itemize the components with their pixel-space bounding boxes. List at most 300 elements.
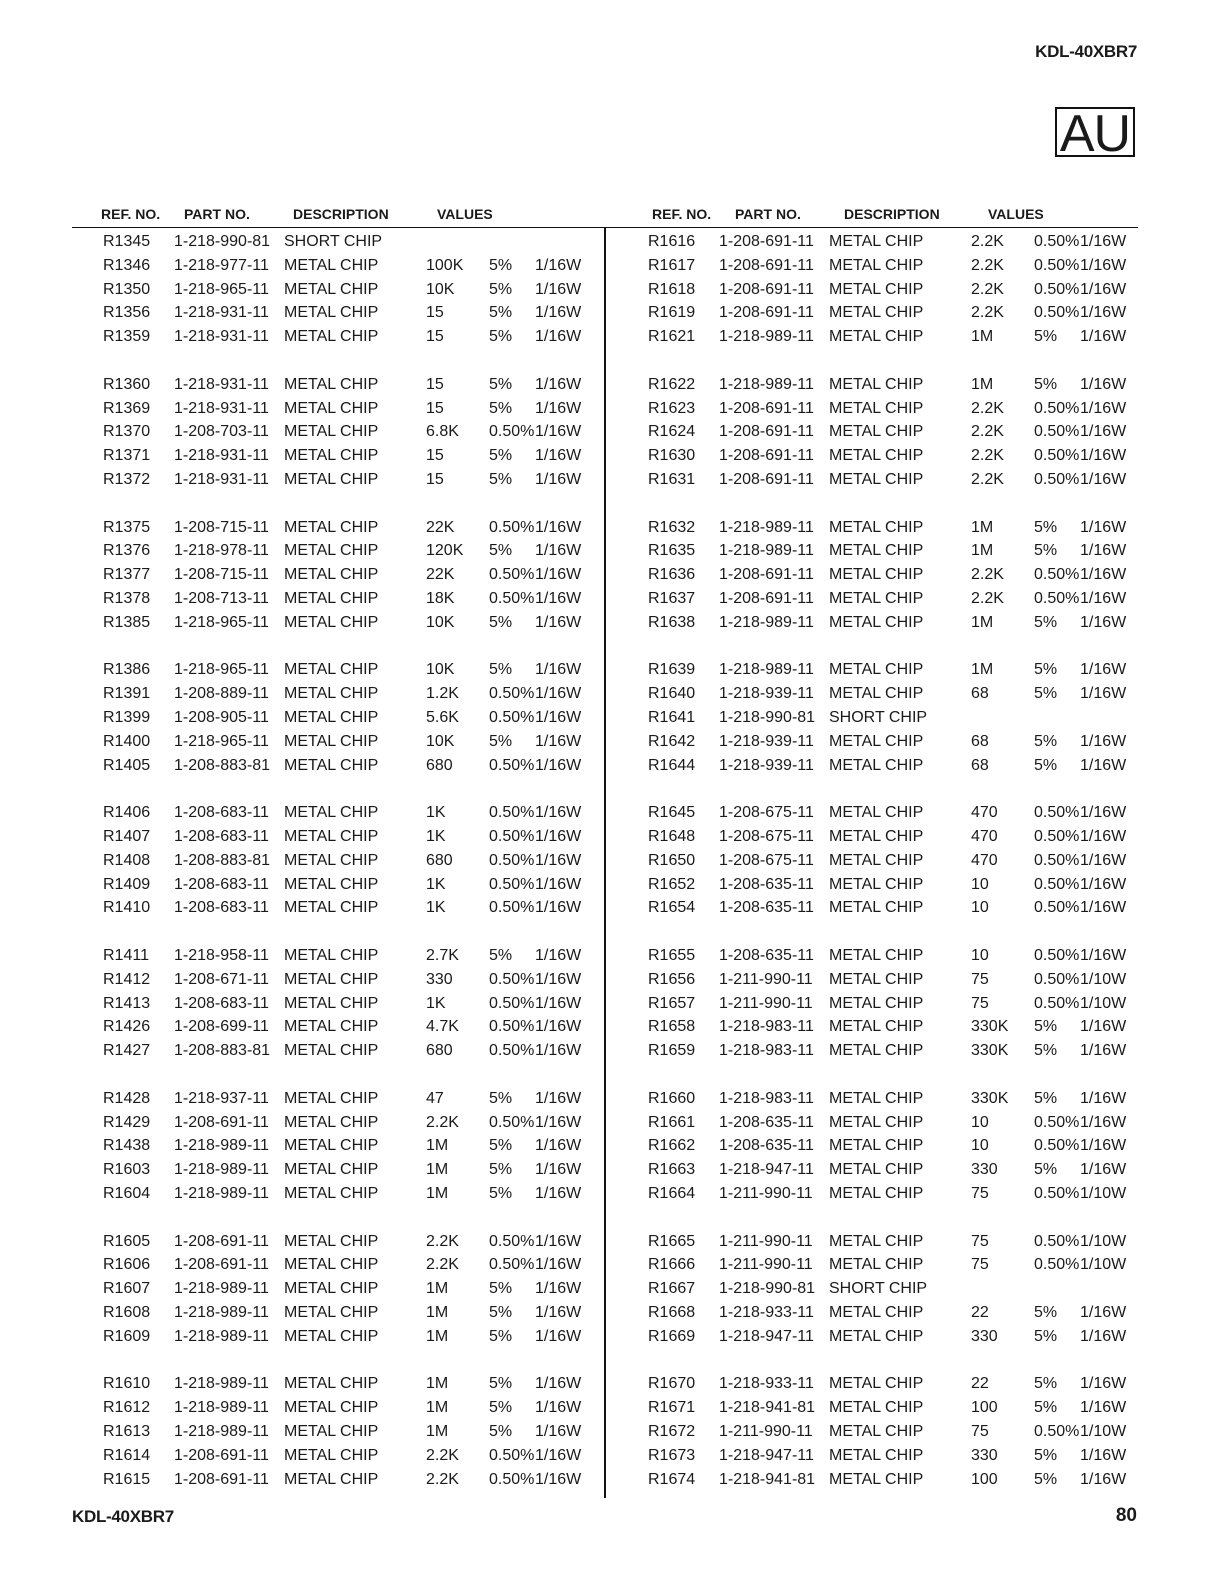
wattage-cell: 1/16W [535,447,582,465]
part-no-cell: 1-218-939-11 [719,685,814,703]
table-row [0,1015,1219,1039]
part-no-cell: 1-208-691-11 [174,1470,269,1488]
table-row [0,706,1219,730]
part-no-cell: 1-218-931-11 [174,304,269,322]
table-row [0,563,1219,587]
ref-no-cell: R1673 [648,1446,696,1464]
value-cell: 75 [971,970,989,988]
ref-no-cell: R1650 [648,851,696,869]
tolerance-cell: 5% [489,1089,513,1107]
ref-no-cell: R1664 [648,1185,696,1202]
description-cell: METAL CHIP [829,1470,924,1488]
table-row [0,230,1219,254]
tolerance-cell: 5% [489,1399,513,1417]
description-cell: METAL CHIP [284,685,379,703]
ref-no-cell: R1630 [648,447,696,465]
wattage-cell: 1/16W [1080,1161,1127,1179]
description-cell: METAL CHIP [829,1399,924,1417]
wattage-cell: 1/16W [1080,328,1127,346]
wattage-cell: 1/16W [1080,233,1127,250]
description-cell: METAL CHIP [829,566,924,584]
table-row [0,754,1219,778]
wattage-cell: 1/16W [535,875,582,893]
description-cell: METAL CHIP [284,542,379,560]
part-no-cell: 1-218-965-11 [174,661,269,679]
table-row [0,444,1219,468]
tolerance-cell: 0.50% [489,423,535,441]
ref-no-cell: R1613 [103,1423,151,1440]
wattage-cell: 1/16W [535,613,582,631]
tolerance-cell: 5% [489,1161,513,1179]
tolerance-cell: 0.50% [1034,590,1080,607]
part-no-cell: 1-218-989-11 [174,1137,269,1155]
wattage-cell: 1/16W [1080,804,1127,822]
part-no-cell: 1-208-691-11 [174,1232,269,1250]
part-no-cell: 1-208-691-11 [719,304,814,322]
value-cell: 1K [426,828,446,845]
tolerance-cell: 5% [489,447,513,465]
tolerance-cell: 0.50% [489,1470,535,1488]
part-no-cell: 1-208-691-11 [719,256,814,274]
table-row [0,301,1219,325]
tolerance-cell: 0.50% [1034,994,1080,1012]
tolerance-cell: 0.50% [1034,399,1080,417]
tolerance-cell: 5% [1034,375,1058,393]
value-cell: 330K [971,1018,1009,1036]
part-no-cell: 1-208-699-11 [174,1018,269,1036]
value-cell: 75 [971,1256,989,1274]
ref-no-cell: R1621 [648,328,696,346]
wattage-cell: 1/16W [1080,375,1127,393]
part-no-cell: 1-218-933-11 [719,1375,814,1393]
description-cell: METAL CHIP [829,1161,924,1179]
description-cell: METAL CHIP [284,1042,379,1060]
table-row [0,325,1219,349]
part-no-cell: 1-208-691-11 [719,233,814,250]
wattage-cell: 1/16W [535,970,582,988]
wattage-cell: 1/16W [535,947,582,964]
tolerance-cell: 5% [489,471,513,488]
value-cell: 22 [971,1304,989,1321]
tolerance-cell: 5% [1034,542,1058,560]
ref-no-cell: R1631 [648,471,696,488]
value-cell: 2.2K [426,1446,459,1464]
ref-no-cell: R1376 [103,542,151,560]
ref-no-cell: R1640 [648,685,696,703]
ref-no-cell: R1672 [648,1423,696,1440]
description-cell: METAL CHIP [829,1375,924,1393]
part-no-cell: 1-208-715-11 [174,566,269,584]
ref-no-cell: R1409 [103,875,151,893]
part-no-cell: 1-208-635-11 [719,1137,814,1155]
tolerance-cell: 0.50% [1034,947,1080,964]
wattage-cell: 1/16W [535,685,582,703]
description-cell: METAL CHIP [829,875,924,893]
value-cell: 470 [971,828,998,845]
wattage-cell: 1/10W [1080,1256,1127,1274]
ref-no-cell: R1648 [648,828,696,845]
value-cell: 5.6K [426,709,459,726]
value-cell: 10 [971,1113,989,1131]
table-row [0,873,1219,897]
wattage-cell: 1/16W [1080,1327,1127,1345]
part-no-cell: 1-218-989-11 [719,661,814,679]
part-no-cell: 1-208-691-11 [719,423,814,441]
ref-no-cell: R1612 [103,1399,151,1417]
table-row [0,516,1219,540]
value-cell: 2.2K [426,1232,459,1250]
description-cell: METAL CHIP [284,280,379,298]
wattage-cell: 1/16W [535,994,582,1012]
description-cell: METAL CHIP [284,994,379,1012]
part-no-cell: 1-218-933-11 [719,1304,814,1321]
value-cell: 15 [426,375,444,393]
value-cell: 1M [971,375,994,393]
ref-no-cell: R1606 [103,1256,151,1274]
part-no-cell: 1-218-989-11 [174,1185,269,1202]
description-cell: METAL CHIP [284,1018,379,1036]
table-row [0,1277,1219,1301]
table-row [0,1444,1219,1468]
value-cell: 1K [426,994,446,1012]
wattage-cell: 1/16W [1080,566,1127,584]
tolerance-cell: 0.50% [1034,280,1080,298]
description-cell: METAL CHIP [284,1423,379,1440]
ref-no-cell: R1636 [648,566,696,584]
ref-no-cell: R1350 [103,280,151,298]
part-no-cell: 1-218-989-11 [719,375,814,393]
table-row [0,1301,1219,1325]
table-row [0,587,1219,611]
table-row [0,730,1219,754]
description-cell: METAL CHIP [284,661,379,679]
part-no-cell: 1-208-691-11 [719,399,814,417]
wattage-cell: 1/16W [1080,256,1127,274]
tolerance-cell: 5% [489,328,513,346]
part-no-cell: 1-208-683-11 [174,899,269,917]
value-cell: 100 [971,1399,998,1417]
description-cell: METAL CHIP [284,947,379,964]
ref-no-cell: R1408 [103,851,151,869]
part-no-cell: 1-218-989-11 [174,1423,269,1440]
description-cell: SHORT CHIP [829,1280,928,1298]
tolerance-cell: 0.50% [489,518,535,536]
col-description: DESCRIPTION [293,206,389,222]
wattage-cell: 1/16W [1080,1470,1127,1488]
part-no-cell: 1-218-941-81 [719,1399,816,1417]
wattage-cell: 1/16W [1080,828,1127,845]
value-cell: 1M [426,1280,449,1298]
part-no-cell: 1-208-635-11 [719,875,814,893]
ref-no-cell: R1622 [648,375,696,393]
description-cell: METAL CHIP [284,256,379,274]
col-values: VALUES [988,206,1044,222]
table-row [0,1396,1219,1420]
ref-no-cell: R1642 [648,732,696,750]
description-cell: METAL CHIP [829,804,924,822]
wattage-cell: 1/16W [535,1232,582,1250]
part-no-cell: 1-211-990-11 [719,1423,813,1440]
value-cell: 1M [426,1185,449,1202]
wattage-cell: 1/16W [535,566,582,584]
part-no-cell: 1-218-990-81 [719,1280,816,1298]
ref-no-cell: R1635 [648,542,696,560]
table-row [0,992,1219,1016]
tolerance-cell: 5% [1034,1018,1058,1036]
value-cell: 2.2K [971,590,1004,607]
value-cell: 1M [971,613,994,631]
tolerance-cell: 5% [1034,328,1058,346]
tolerance-cell: 5% [1034,613,1058,631]
value-cell: 100 [971,1470,998,1488]
wattage-cell: 1/16W [535,1470,582,1488]
value-cell: 1K [426,899,446,917]
description-cell: METAL CHIP [829,542,924,560]
tolerance-cell: 5% [489,304,513,322]
ref-no-cell: R1359 [103,328,151,346]
part-no-cell: 1-218-965-11 [174,732,269,750]
part-no-cell: 1-208-683-11 [174,875,269,893]
tolerance-cell: 0.50% [1034,804,1080,822]
table-row [0,373,1219,397]
table-row [0,944,1219,968]
description-cell: METAL CHIP [829,732,924,750]
value-cell: 470 [971,851,998,869]
wattage-cell: 1/10W [1080,1423,1127,1440]
description-cell: METAL CHIP [829,1137,924,1155]
ref-no-cell: R1607 [103,1280,151,1298]
value-cell: 1M [426,1423,449,1440]
wattage-cell: 1/16W [1080,1089,1127,1107]
ref-no-cell: R1345 [103,233,151,250]
description-cell: METAL CHIP [829,970,924,988]
part-no-cell: 1-208-691-11 [719,280,814,298]
part-no-cell: 1-208-675-11 [719,828,814,845]
wattage-cell: 1/16W [535,542,582,560]
value-cell: 15 [426,399,444,417]
tolerance-cell: 5% [1034,1161,1058,1179]
wattage-cell: 1/16W [1080,447,1127,465]
table-row [0,1158,1219,1182]
part-no-cell: 1-208-883-81 [174,1042,271,1060]
wattage-cell: 1/16W [535,328,582,346]
description-cell: METAL CHIP [284,1137,379,1155]
table-row [0,539,1219,563]
ref-no-cell: R1660 [648,1089,696,1107]
ref-no-cell: R1655 [648,947,696,964]
description-cell: METAL CHIP [284,1089,379,1107]
value-cell: 470 [971,804,998,822]
tolerance-cell: 5% [489,1375,513,1393]
col-description: DESCRIPTION [844,206,940,222]
value-cell: 2.7K [426,947,459,964]
value-cell: 2.2K [426,1256,459,1274]
wattage-cell: 1/16W [535,471,582,488]
part-no-cell: 1-218-958-11 [174,947,269,964]
description-cell: METAL CHIP [829,685,924,703]
tolerance-cell: 0.50% [1034,1113,1080,1131]
description-cell: METAL CHIP [829,1256,924,1274]
wattage-cell: 1/16W [535,1399,582,1417]
description-cell: METAL CHIP [284,375,379,393]
tolerance-cell: 5% [489,375,513,393]
wattage-cell: 1/16W [1080,875,1127,893]
table-row [0,1111,1219,1135]
ref-no-cell: R1605 [103,1232,151,1250]
description-cell: METAL CHIP [829,447,924,465]
description-cell: METAL CHIP [284,304,379,322]
description-cell: METAL CHIP [284,518,379,536]
value-cell: 2.2K [971,233,1004,250]
wattage-cell: 1/16W [1080,732,1127,750]
value-cell: 10K [426,613,455,631]
description-cell: SHORT CHIP [829,709,928,726]
description-cell: METAL CHIP [829,899,924,917]
wattage-cell: 1/16W [1080,399,1127,417]
tolerance-cell: 0.50% [489,851,535,869]
ref-no-cell: R1426 [103,1018,151,1036]
value-cell: 1K [426,875,446,893]
tolerance-cell: 0.50% [1034,256,1080,274]
col-part-no: PART NO. [184,206,250,222]
part-no-cell: 1-208-675-11 [719,804,814,822]
description-cell: METAL CHIP [829,1327,924,1345]
value-cell: 4.7K [426,1018,459,1036]
table-row [0,1182,1219,1206]
part-no-cell: 1-208-905-11 [174,709,269,726]
tolerance-cell: 0.50% [1034,233,1080,250]
wattage-cell: 1/16W [535,756,582,774]
part-no-cell: 1-218-983-11 [719,1089,814,1107]
description-cell: METAL CHIP [829,256,924,274]
wattage-cell: 1/16W [1080,1018,1127,1036]
ref-no-cell: R1356 [103,304,151,322]
part-no-cell: 1-218-939-11 [719,732,814,750]
value-cell: 10 [971,1137,989,1155]
ref-no-cell: R1427 [103,1042,151,1060]
description-cell: METAL CHIP [284,804,379,822]
value-cell: 680 [426,851,453,869]
part-no-cell: 1-218-989-11 [174,1375,269,1393]
tolerance-cell: 5% [1034,1375,1058,1393]
ref-no-cell: R1668 [648,1304,696,1321]
ref-no-cell: R1428 [103,1089,151,1107]
value-cell: 2.2K [971,471,1004,488]
description-cell: METAL CHIP [284,1327,379,1345]
description-cell: METAL CHIP [829,661,924,679]
description-cell: METAL CHIP [829,1423,924,1440]
description-cell: METAL CHIP [284,1304,379,1321]
tolerance-cell: 0.50% [1034,447,1080,465]
tolerance-cell: 5% [489,1327,513,1345]
description-cell: METAL CHIP [284,1256,379,1274]
table-row [0,1230,1219,1254]
ref-no-cell: R1369 [103,399,151,417]
table-row [0,1253,1219,1277]
tolerance-cell: 5% [1034,1470,1058,1488]
ref-no-cell: R1663 [648,1161,696,1179]
wattage-cell: 1/16W [1080,1446,1127,1464]
part-no-cell: 1-218-989-11 [719,518,814,536]
wattage-cell: 1/16W [1080,423,1127,441]
tolerance-cell: 0.50% [1034,566,1080,584]
value-cell: 2.2K [971,447,1004,465]
ref-no-cell: R1400 [103,732,151,750]
part-no-cell: 1-218-931-11 [174,375,269,393]
tolerance-cell: 0.50% [489,1042,535,1060]
col-values: VALUES [437,206,493,222]
ref-no-cell: R1619 [648,304,696,322]
tolerance-cell: 5% [1034,1399,1058,1417]
value-cell: 680 [426,756,453,774]
ref-no-cell: R1637 [648,590,696,607]
tolerance-cell: 0.50% [1034,875,1080,893]
value-cell: 15 [426,447,444,465]
value-cell: 10K [426,732,455,750]
ref-no-cell: R1665 [648,1232,696,1250]
ref-no-cell: R1644 [648,756,696,774]
tolerance-cell: 5% [1034,661,1058,679]
ref-no-cell: R1603 [103,1161,151,1179]
ref-no-cell: R1638 [648,613,696,631]
ref-no-cell: R1391 [103,685,151,703]
part-no-cell: 1-218-989-11 [174,1399,269,1417]
col-part-no: PART NO. [735,206,801,222]
tolerance-cell: 0.50% [1034,899,1080,917]
tolerance-cell: 5% [489,1137,513,1155]
value-cell: 1M [971,518,994,536]
ref-no-cell: R1375 [103,518,151,536]
value-cell: 2.2K [426,1470,459,1488]
description-cell: METAL CHIP [829,851,924,869]
value-cell: 2.2K [971,256,1004,274]
wattage-cell: 1/16W [1080,685,1127,703]
wattage-cell: 1/16W [535,1375,582,1393]
table-row [0,825,1219,849]
wattage-cell: 1/16W [1080,304,1127,322]
part-no-cell: 1-208-889-11 [174,685,269,703]
part-no-cell: 1-218-989-11 [174,1280,269,1298]
part-no-cell: 1-208-703-11 [174,423,269,441]
wattage-cell: 1/16W [535,1423,582,1440]
value-cell: 1M [426,1399,449,1417]
table-row [0,1134,1219,1158]
value-cell: 120K [426,542,464,560]
part-no-cell: 1-208-691-11 [719,471,814,488]
part-no-cell: 1-208-683-11 [174,828,269,845]
tolerance-cell: 0.50% [1034,471,1080,488]
table-row [0,1325,1219,1349]
ref-no-cell: R1616 [648,233,696,250]
tolerance-cell: 0.50% [489,566,535,584]
ref-no-cell: R1405 [103,756,151,774]
part-no-cell: 1-208-883-81 [174,851,271,869]
wattage-cell: 1/16W [535,1042,582,1060]
tolerance-cell: 0.50% [489,828,535,845]
wattage-cell: 1/10W [1080,1232,1127,1250]
part-no-cell: 1-218-989-11 [719,613,814,631]
description-cell: METAL CHIP [829,828,924,845]
ref-no-cell: R1411 [103,947,149,964]
region-code-box: AU [1055,107,1135,157]
ref-no-cell: R1386 [103,661,151,679]
value-cell: 330 [971,1327,998,1345]
tolerance-cell: 0.50% [489,1232,535,1250]
table-row [0,896,1219,920]
description-cell: METAL CHIP [829,613,924,631]
description-cell: SHORT CHIP [284,233,383,250]
ref-no-cell: R1617 [648,256,696,274]
